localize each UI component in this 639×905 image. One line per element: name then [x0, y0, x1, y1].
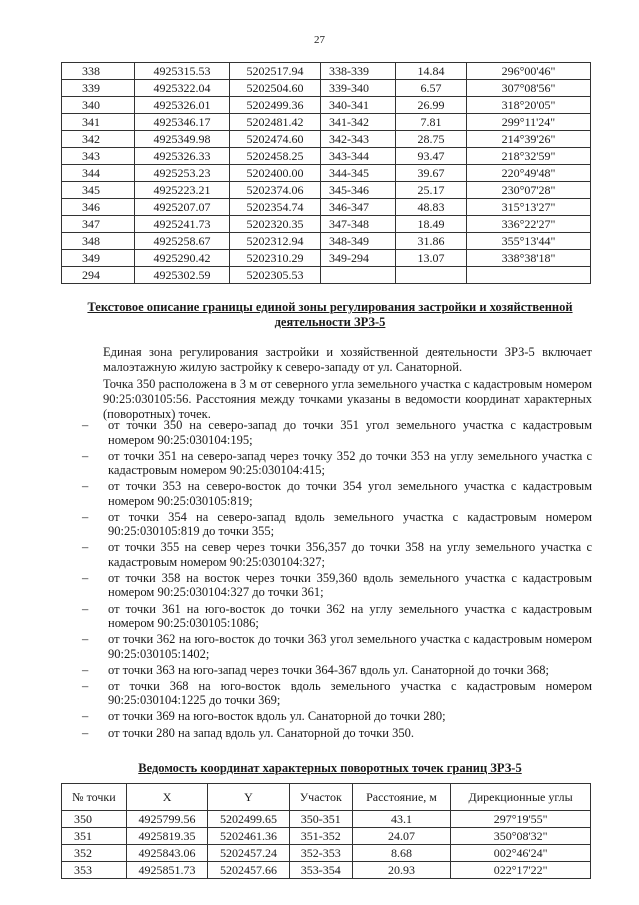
- table-cell: 43.1: [352, 811, 450, 828]
- list-item: – от точки 354 на северо-запад вдоль земельного участка с кадастровым номером 90:25:030105:819 до точки 355;: [80, 510, 592, 539]
- table-cell: 5202517.94: [230, 63, 321, 80]
- table-cell: 344: [62, 165, 135, 182]
- list-item: – от точки 361 на юго-восток до точки 362 на углу земельного участка с кадастровым номером 90:25:030105:1086;: [80, 602, 592, 631]
- table-cell: 340-341: [321, 97, 396, 114]
- table-cell: 296°00'46": [467, 63, 591, 80]
- table-cell: 214°39'26": [467, 131, 591, 148]
- table-row: [62, 216, 591, 233]
- table-cell: 4925290.42: [135, 250, 230, 267]
- list-item: – от точки 363 на юго-запад через точки 364-367 вдоль ул. Санаторной до точки 368;: [80, 663, 592, 678]
- table-cell: 39.67: [396, 165, 467, 182]
- table-cell: 353: [62, 862, 127, 879]
- table-row: [62, 845, 591, 862]
- boundary-segments-list: [80, 418, 592, 742]
- table-cell: 315°13'27": [467, 199, 591, 216]
- table-cell: 349: [62, 250, 135, 267]
- table-cell: 5202457.66: [208, 862, 289, 879]
- table-cell: 218°32'59": [467, 148, 591, 165]
- list-item: – от точки 351 на северо-запад через точку 352 до точки 353 на углу земельного участка с кадастровым номером 90:25:030104:415;: [80, 449, 592, 478]
- table-row: [62, 114, 591, 131]
- table-cell: 5202461.36: [208, 828, 289, 845]
- table-cell: [396, 267, 467, 284]
- table-cell: 307°08'56": [467, 80, 591, 97]
- table-cell: 31.86: [396, 233, 467, 250]
- table-cell: 4925241.73: [135, 216, 230, 233]
- table-cell: 338: [62, 63, 135, 80]
- list-item: – от точки 358 на восток через точки 359,360 вдоль земельного участка с кадастровым номером 90:25:030104:327 до точки 361;: [80, 571, 592, 600]
- list-item: – от точки 353 на северо-восток до точки 354 угол земельного участка с кадастровым номером 90:25:030105:819;: [80, 479, 592, 508]
- table-cell: 294: [62, 267, 135, 284]
- table-cell: 341: [62, 114, 135, 131]
- table-cell: 5202354.74: [230, 199, 321, 216]
- table-row: [62, 131, 591, 148]
- table-cell: 342-343: [321, 131, 396, 148]
- table-cell: [467, 267, 591, 284]
- table-cell: 297°19'55": [451, 811, 591, 828]
- table-cell: 4925258.67: [135, 233, 230, 250]
- table-cell: 4925346.17: [135, 114, 230, 131]
- table-cell: 20.93: [352, 862, 450, 879]
- table-cell: 4925315.53: [135, 63, 230, 80]
- table-cell: 341-342: [321, 114, 396, 131]
- table-cell: 4925253.23: [135, 165, 230, 182]
- table-cell: 4925843.06: [126, 845, 207, 862]
- table-row: [62, 80, 591, 97]
- table-cell: 4925326.01: [135, 97, 230, 114]
- list-item: – от точки 368 на юго-восток вдоль земельного участка с кадастровым номером 90:25:030104:1225 до точки 369;: [80, 679, 592, 708]
- table-cell: 346-347: [321, 199, 396, 216]
- table-row: [62, 63, 591, 80]
- table-row: [62, 233, 591, 250]
- table-cell: 352: [62, 845, 127, 862]
- column-header: Дирекционные углы: [451, 784, 591, 811]
- table-cell: 318°20'05": [467, 97, 591, 114]
- table-row: [62, 267, 591, 284]
- coordinates-table-continued: [61, 62, 591, 284]
- table-cell: 220°49'48": [467, 165, 591, 182]
- list-item: – от точки 350 на северо-запад до точки 351 угол земельного участка с кадастровым номером 90:25:030104:195;: [80, 418, 592, 447]
- table-cell: 343: [62, 148, 135, 165]
- table-cell: 299°11'24": [467, 114, 591, 131]
- table-row: [62, 97, 591, 114]
- table-cell: 4925819.35: [126, 828, 207, 845]
- table-cell: 14.84: [396, 63, 467, 80]
- list-item: – от точки 280 на запад вдоль ул. Санаторной до точки 350.: [80, 726, 592, 741]
- table-cell: 350-351: [289, 811, 352, 828]
- table-cell: 5202504.60: [230, 80, 321, 97]
- list-item: – от точки 369 на юго-восток вдоль ул. Санаторной до точки 280;: [80, 709, 592, 724]
- table-row: [62, 199, 591, 216]
- table-cell: 13.07: [396, 250, 467, 267]
- table-cell: 4925207.07: [135, 199, 230, 216]
- section-title-boundary-description: Текстовое описание границы единой зоны регулирования застройки и хозяйственной деятельности ЗРЗ-5: [87, 300, 573, 329]
- table-cell: 4925302.59: [135, 267, 230, 284]
- table-cell: 5202400.00: [230, 165, 321, 182]
- table-cell: 5202499.36: [230, 97, 321, 114]
- table-cell: 5202320.35: [230, 216, 321, 233]
- table-cell: 7.81: [396, 114, 467, 131]
- table-cell: 93.47: [396, 148, 467, 165]
- column-header: X: [126, 784, 207, 811]
- table-cell: 48.83: [396, 199, 467, 216]
- column-header: № точки: [62, 784, 127, 811]
- paragraph-zone-description: Единая зона регулирования застройки и хозяйственной деятельности ЗРЗ-5 включает малоэтажную жилую застройку к северо-западу от ул. Санаторной.: [103, 345, 592, 374]
- table-cell: 351-352: [289, 828, 352, 845]
- table-cell: 343-344: [321, 148, 396, 165]
- table-cell: 28.75: [396, 131, 467, 148]
- table-cell: 26.99: [396, 97, 467, 114]
- table-cell: 002°46'24": [451, 845, 591, 862]
- table-row: [62, 148, 591, 165]
- table-cell: 345-346: [321, 182, 396, 199]
- table-cell: 339: [62, 80, 135, 97]
- list-item: – от точки 355 на север через точки 356,357 до точки 358 на углу земельного участка с кадастровым номером 90:25:030104:327;: [80, 540, 592, 569]
- column-header: Участок: [289, 784, 352, 811]
- table-cell: 340: [62, 97, 135, 114]
- table-row: [62, 182, 591, 199]
- list-item: – от точки 362 на юго-восток до точки 363 угол земельного участка с кадастровым номером 90:25:030105:1402;: [80, 632, 592, 661]
- table-cell: 347-348: [321, 216, 396, 233]
- table-cell: 4925851.73: [126, 862, 207, 879]
- table-cell: 342: [62, 131, 135, 148]
- table-cell: 353-354: [289, 862, 352, 879]
- table-cell: 230°07'28": [467, 182, 591, 199]
- table-cell: 5202312.94: [230, 233, 321, 250]
- table-cell: 339-340: [321, 80, 396, 97]
- table-cell: 352-353: [289, 845, 352, 862]
- table-cell: 347: [62, 216, 135, 233]
- table-cell: 348: [62, 233, 135, 250]
- table-cell: 4925322.04: [135, 80, 230, 97]
- table-cell: 4925349.98: [135, 131, 230, 148]
- table-cell: 25.17: [396, 182, 467, 199]
- table-cell: 022°17'22": [451, 862, 591, 879]
- table-cell: 5202458.25: [230, 148, 321, 165]
- table-cell: 24.07: [352, 828, 450, 845]
- table-row: [62, 811, 591, 828]
- table-cell: 8.68: [352, 845, 450, 862]
- table-cell: 4925799.56: [126, 811, 207, 828]
- table-cell: 349-294: [321, 250, 396, 267]
- table-cell: 4925326.33: [135, 148, 230, 165]
- table-row: [62, 250, 591, 267]
- page-number: 27: [314, 34, 325, 46]
- table-cell: 355°13'44": [467, 233, 591, 250]
- table-cell: 338°38'18": [467, 250, 591, 267]
- table-cell: 5202457.24: [208, 845, 289, 862]
- table-row: [62, 862, 591, 879]
- table-cell: 4925223.21: [135, 182, 230, 199]
- table-cell: 338-339: [321, 63, 396, 80]
- table-cell: 350°08'32": [451, 828, 591, 845]
- table-cell: 351: [62, 828, 127, 845]
- table-cell: 346: [62, 199, 135, 216]
- coordinates-table-zrz5: [61, 783, 591, 879]
- table-cell: 5202310.29: [230, 250, 321, 267]
- table-cell: 5202374.06: [230, 182, 321, 199]
- table-cell: 5202499.65: [208, 811, 289, 828]
- table-cell: 6.57: [396, 80, 467, 97]
- table-cell: 18.49: [396, 216, 467, 233]
- table-cell: 336°22'27": [467, 216, 591, 233]
- column-header: Y: [208, 784, 289, 811]
- table-cell: 5202481.42: [230, 114, 321, 131]
- section-title-coordinates-statement: Ведомость координат характерных поворотных точек границ ЗРЗ-5: [138, 761, 522, 775]
- table-row: [62, 165, 591, 182]
- table-cell: 344-345: [321, 165, 396, 182]
- table-cell: 348-349: [321, 233, 396, 250]
- column-header: Расстояние, м: [352, 784, 450, 811]
- table-cell: [321, 267, 396, 284]
- table-cell: 345: [62, 182, 135, 199]
- table-cell: 350: [62, 811, 127, 828]
- table-cell: 5202474.60: [230, 131, 321, 148]
- table-row: [62, 828, 591, 845]
- paragraph-start-point: Точка 350 расположена в 3 м от северного угла земельного участка с кадастровым номером 90:25:030105:56. Расстояния между точками указаны в ведомости координат характерных (поворотных) точек.: [103, 377, 592, 421]
- table-cell: 5202305.53: [230, 267, 321, 284]
